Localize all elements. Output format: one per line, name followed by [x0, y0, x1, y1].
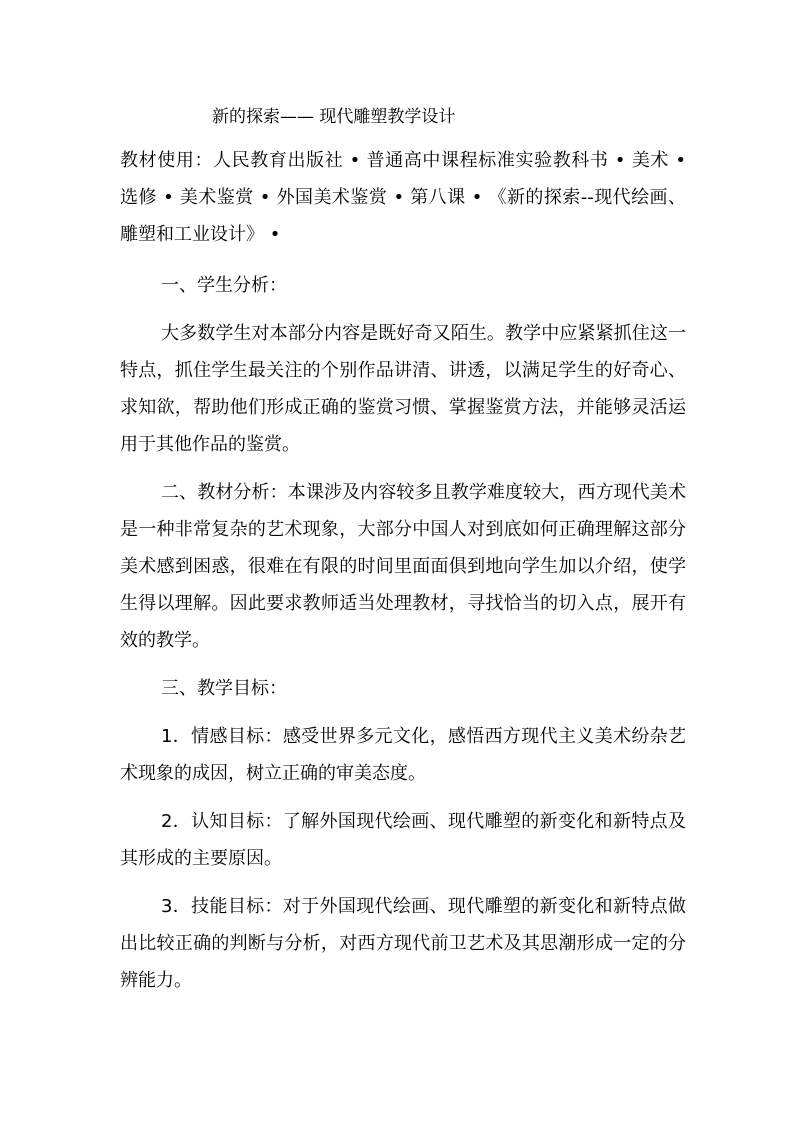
- goal-emotion: 1．情感目标：感受世界多元文化，感悟西方现代主义美术纷杂艺术现象的成因，树立正确的审美态度。: [120, 726, 686, 784]
- material-info: 教材使用：人民教育出版社 • 普通高中课程标准实验教科书 • 美术 • 选修 • 美术鉴赏 • 外国美术鉴赏 • 第八课 • 《新的探索--现代绘画、雕塑和工业设计》 •: [120, 150, 686, 245]
- document-body: [120, 267, 686, 1010]
- section1-paragraph: 大多数学生对本部分内容是既好奇又陌生。教学中应紧紧抓住这一特点，抓住学生最关注的个别作品讲清、讲透，以满足学生的好奇心、求知欲，帮助他们形成正确的鉴赏习惯、掌握鉴赏方法，并能够灵活运用于其他作品的鉴赏。: [120, 323, 686, 455]
- section1-heading: 一、学生分析：: [161, 275, 287, 296]
- section2-paragraph: 二、教材分析：本课涉及内容较多且教学难度较大，西方现代美术是一种非常复杂的艺术现象，大部分中国人对到底如何正确理解这部分美术感到困惑，很难在有限的时间里面面俱到地向学生加以介绍，使学生得以理解。因此要求教师适当处理教材，寻找恰当的切入点，展开有效的教学。: [120, 482, 686, 651]
- section3-heading: 三、教学目标：: [161, 678, 287, 699]
- document-title: 新的探索—— 现代雕塑教学设计: [212, 107, 456, 127]
- goal-skill: 3．技能目标：对于外国现代绘画、现代雕塑的新变化和新特点做出比较正确的判断与分析，对西方现代前卫艺术及其思潮形成一定的分辨能力。: [120, 896, 686, 991]
- goal-cognition: 2．认知目标：了解外国现代绘画、现代雕塑的新变化和新特点及其形成的主要原因。: [120, 811, 686, 869]
